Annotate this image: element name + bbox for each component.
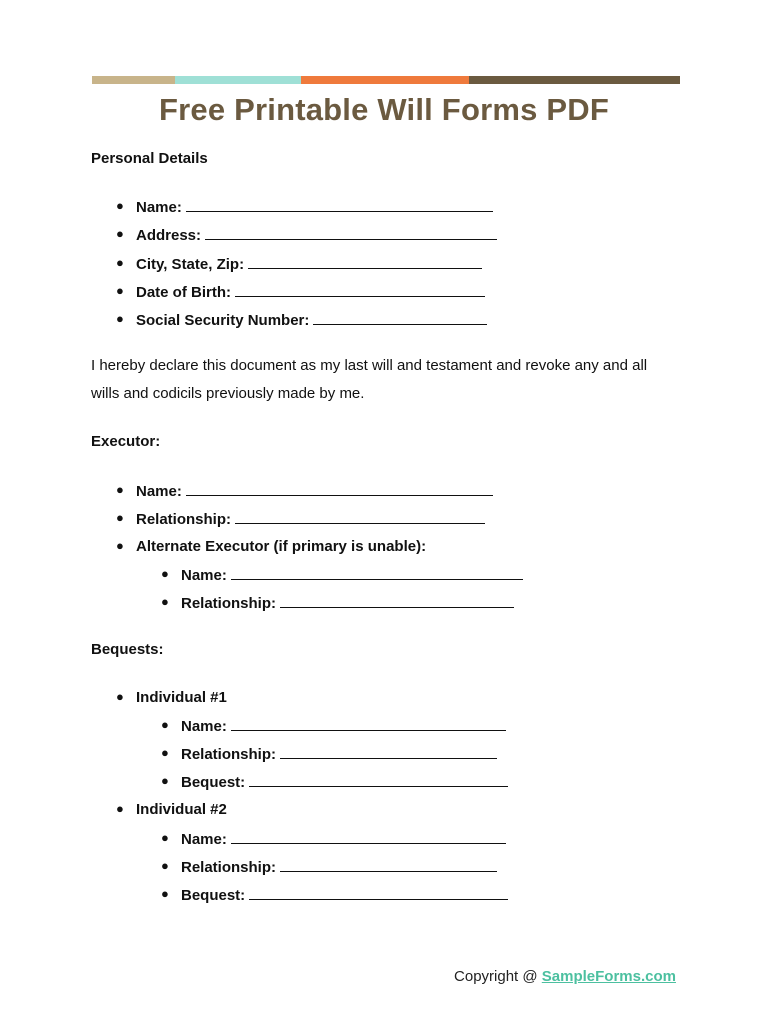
personal-city-state-zip-field xyxy=(116,255,482,273)
field-label: Alternate Executor (if primary is unable): xyxy=(136,538,427,555)
field-label: Individual #1 xyxy=(136,689,227,706)
fill-line xyxy=(249,886,508,900)
fill-line xyxy=(231,566,523,580)
fill-line xyxy=(186,482,493,496)
field-label: Name: xyxy=(181,831,227,848)
individual-2-item xyxy=(116,801,227,818)
individual-1-name-field xyxy=(161,717,506,735)
fill-line xyxy=(231,717,506,731)
field-label: Bequest: xyxy=(181,887,246,904)
personal-address-field xyxy=(116,226,497,244)
bullet: ● xyxy=(116,801,124,816)
header-color-bar xyxy=(92,76,680,84)
executor-name-field xyxy=(116,482,493,500)
fill-line xyxy=(280,594,514,608)
field-label: Name: xyxy=(136,483,182,500)
field-label: City, State, Zip: xyxy=(136,256,245,273)
fill-line xyxy=(186,198,493,212)
field-label: Relationship: xyxy=(181,859,277,876)
color-bar-brown xyxy=(469,76,680,84)
fill-line xyxy=(235,283,485,297)
bequests-heading: Bequests: xyxy=(91,641,164,658)
bullet: ● xyxy=(116,255,124,270)
declaration-line-1: I hereby declare this document as my last will and testament and revoke any and all xyxy=(91,357,648,374)
bullet: ● xyxy=(116,226,124,241)
bullet: ● xyxy=(161,745,169,760)
color-bar-teal xyxy=(175,76,301,84)
field-label: Relationship: xyxy=(136,511,232,528)
fill-line xyxy=(235,510,485,524)
individual-1-item xyxy=(116,689,227,706)
field-label: Name: xyxy=(181,718,227,735)
individual-2-relationship-field xyxy=(161,858,497,876)
executor-heading: Executor: xyxy=(91,433,161,450)
bullet: ● xyxy=(161,717,169,732)
field-label: Name: xyxy=(181,567,227,584)
alternate-executor-name-field xyxy=(161,566,523,584)
bullet: ● xyxy=(116,689,124,704)
field-label: Relationship: xyxy=(181,595,277,612)
bullet: ● xyxy=(161,858,169,873)
bullet: ● xyxy=(161,773,169,788)
bullet: ● xyxy=(116,538,124,553)
declaration-line-2: wills and codicils previously made by me. xyxy=(91,385,365,402)
individual-1-relationship-field xyxy=(161,745,497,763)
bullet: ● xyxy=(161,830,169,845)
field-label: Individual #2 xyxy=(136,801,227,818)
bullet: ● xyxy=(116,311,124,326)
copyright-prefix: Copyright @ xyxy=(454,968,542,985)
page-title: Free Printable Will Forms PDF xyxy=(159,92,609,127)
bullet: ● xyxy=(161,594,169,609)
alternate-executor-relationship-field xyxy=(161,594,514,612)
field-label: Address: xyxy=(136,227,202,244)
personal-dob-field xyxy=(116,283,485,301)
copyright-footer xyxy=(454,968,676,985)
fill-line xyxy=(280,858,497,872)
fill-line xyxy=(231,830,506,844)
bullet: ● xyxy=(116,198,124,213)
color-bar-orange xyxy=(301,76,469,84)
bullet: ● xyxy=(116,283,124,298)
personal-name-field xyxy=(116,198,493,216)
alternate-executor-item xyxy=(116,538,427,555)
executor-relationship-field xyxy=(116,510,485,528)
field-label: Date of Birth: xyxy=(136,284,231,301)
bullet: ● xyxy=(161,566,169,581)
individual-2-name-field xyxy=(161,830,506,848)
field-label: Relationship: xyxy=(181,746,277,763)
personal-details-heading: Personal Details xyxy=(91,150,208,167)
fill-line xyxy=(249,773,508,787)
personal-ssn-field xyxy=(116,311,487,329)
field-label: Social Security Number: xyxy=(136,312,310,329)
declaration-paragraph xyxy=(91,352,691,408)
bullet: ● xyxy=(161,886,169,901)
individual-1-bequest-field xyxy=(161,773,508,791)
color-bar-tan xyxy=(92,76,175,84)
field-label: Bequest: xyxy=(181,774,246,791)
fill-line xyxy=(280,745,497,759)
fill-line xyxy=(313,311,487,325)
bullet: ● xyxy=(116,482,124,497)
fill-line xyxy=(205,226,497,240)
individual-2-bequest-field xyxy=(161,886,508,904)
field-label: Name: xyxy=(136,199,182,216)
fill-line xyxy=(248,255,482,269)
sampleforms-link[interactable]: SampleForms.com xyxy=(541,968,676,985)
bullet: ● xyxy=(116,510,124,525)
